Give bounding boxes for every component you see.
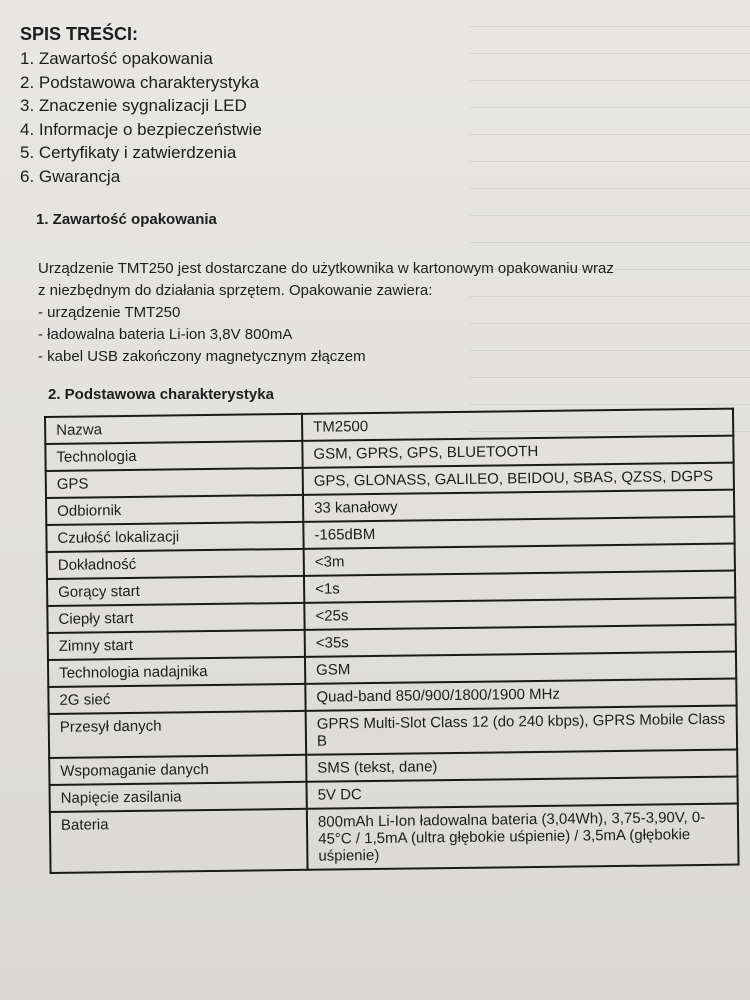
toc-item: 2. Podstawowa charakterystyka [20,72,260,92]
body-line: - urządzenie TMT250 [38,304,181,321]
spec-value: <35s [305,625,736,657]
spec-value: GSM, GPRS, GPS, BLUETOOTH [302,436,733,468]
spec-value: 800mAh Li-Ion ładowalna bateria (3,04Wh), 3,75-3,90V, 0-45°C / 1,5mA (ultra głębokie uśpienie) / 3,5mA (głębokie uśpienie) [307,804,739,870]
spec-key: Przesył danych [49,711,307,758]
spec-value: GPS, GLONASS, GALILEO, BEIDOU, SBAS, QZSS, DGPS [303,463,734,495]
spec-key: Ciepły start [47,603,304,633]
spec-value: Quad-band 850/900/1800/1900 MHz [305,679,736,711]
toc-item: 1. Zawartość opakowania [20,49,213,68]
spec-key: Dokładność [47,549,304,579]
spec-value: <25s [304,598,735,630]
spec-key: Zimny start [48,630,305,660]
body-line: z niezbędnym do działania sprzętem. Opakowanie zawiera: [38,282,433,299]
spec-key: Nazwa [45,414,302,444]
spec-key: Bateria [50,809,308,873]
spec-key: GPS [46,468,303,498]
spec-value: GPRS Multi-Slot Class 12 (do 240 kbps), GPRS Mobile Class B [306,706,738,755]
section-1-heading: 1. Zawartość opakowania [36,211,217,228]
spec-value: 5V DC [306,777,737,809]
spec-value: -165dBM [303,517,734,549]
toc-item: 3. Znaczenie sygnalizacji LED [20,96,247,115]
body-line: - kabel USB zakończony magnetycznym złączem [38,348,366,365]
body-line: Urządzenie TMT250 jest dostarczane do użytkownika w kartonowym opakowaniu wraz [38,260,614,277]
spec-value: TM2500 [302,409,733,441]
spec-key: Czułość lokalizacji [46,522,303,552]
section-1-body [38,258,738,368]
toc-item: 4. Informacje o bezpieczeństwie [20,119,262,139]
body-line: - ładowalna bateria Li-ion 3,8V 800mA [38,326,293,343]
table-row [50,804,739,873]
spec-table [44,408,740,874]
spec-value: <3m [304,544,735,576]
table-of-contents [20,24,480,188]
spec-key: 2G sieć [48,684,305,714]
section-2-heading: 2. Podstawowa charakterystyka [48,386,274,403]
spec-key: Gorący start [47,576,304,606]
toc-title: SPIS TREŚCI: [20,24,139,44]
spec-key: Technologia nadajnika [48,657,305,687]
spec-value: SMS (tekst, dane) [306,750,737,782]
spec-key: Technologia [45,441,302,471]
spec-value: 33 kanałowy [303,490,734,522]
spec-key: Wspomaganie danych [49,755,306,785]
spec-value: GSM [305,652,736,684]
show-through-background [470,0,750,460]
spec-value: <1s [304,571,735,603]
spec-key: Napięcie zasilania [50,782,307,812]
toc-item: 5. Certyfikaty i zatwierdzenia [20,143,237,162]
spec-key: Odbiornik [46,495,303,525]
toc-item: 6. Gwarancja [20,166,121,186]
